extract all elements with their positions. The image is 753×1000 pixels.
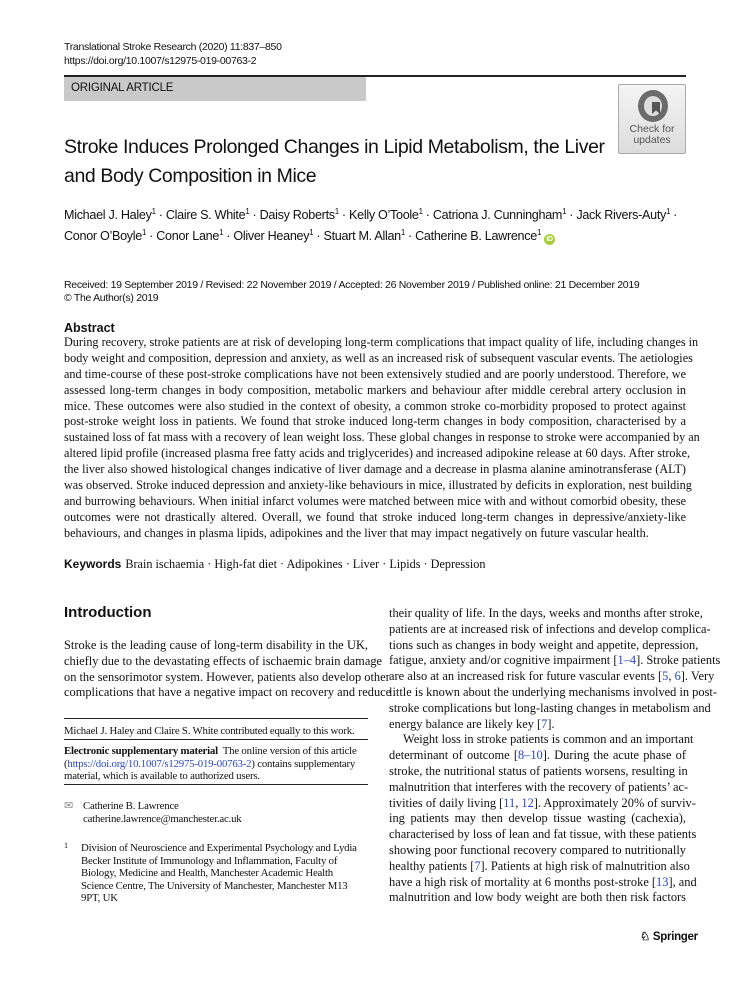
text-segment: little is known about the underlying mechanisms involved in post- [389,684,717,699]
abstract-line: outcomes were not drastically altered. Overall, we found that stroke induced long-term changes in depressive/anxiety-like [64,509,686,524]
text-line [389,653,721,669]
supplementary-note: Electronic supplementary material The online version of this article (https://doi.org/10.1007/s12975-019-00763-2) contains supplementary material, which is available to authorized users. [64,745,368,783]
affiliation-marker: 1 [142,228,147,238]
text-segment: ]. Approximately 20% of surviv- [533,795,696,810]
esm-link[interactable]: https://doi.org/10.1007/s12975-019-00763-2 [67,757,252,770]
check-updates-label: Check for [629,123,675,135]
abstract-line: post-stroke weight loss in patients. We found that stroke induced long-term changes in body composition, characterised by a [64,414,686,429]
text-segment: showing poor functional recovery compared to nutritionally [389,842,686,857]
text-line [64,653,383,670]
text-segment: energy balance are likely key [ [389,716,542,731]
footnote-rule [64,784,368,785]
text-line [389,732,694,748]
article-title: Stroke Induces Prolonged Changes in Lipid Metabolism, the Liver and Body Composition in Mice [64,136,605,187]
text-line [389,795,696,812]
abstract-line: behaviours, and changes in plasma lipids, adipokines and the liver that may impact negatively on future vascular health. [64,525,649,540]
affiliation-marker: 1 [309,228,314,238]
citation-link[interactable]: 1–4 [617,653,637,668]
corresponding-name: Catherine B. Lawrence [83,800,179,812]
text-segment: , [515,795,522,810]
author[interactable]: Jack Rivers-Auty [576,208,667,223]
citation-link[interactable]: 12 [521,795,534,810]
text-line [389,684,717,701]
author[interactable]: Catherine B. Lawrence [415,229,537,244]
introduction-left-column [64,638,392,701]
keywords-label: Keywords [64,557,122,571]
author[interactable]: Claire S. White [165,208,246,223]
text-line [389,843,686,859]
keywords [64,557,485,572]
esm-text-3: material, which is available to authorized users. [64,770,260,783]
citation-link[interactable]: 6 [674,669,681,684]
author-list: Michael J. Haley$^1$ · Claire S. White$^1$ · Daisy Roberts$^1$ · Kelly O’Toole$^1$ · Catriona J. Cunningham$^1$ · Jack Rivers-Auty$^1$ · Conor O’Boyle$^1$ · Conor Lane$^1$ · Oliver Heaney$^1$ · Stuart M. Allan$^1$ · Catherine B. Lawrence$^1$iD [64,207,678,244]
corresponding-email[interactable]: catherine.lawrence@manchester.ac.uk [83,812,242,825]
text-line [389,621,711,638]
equal-contribution-note: Michael J. Haley and Claire S. White contributed equally to this work. [64,725,355,737]
text-segment: chiefly due to the devastating effects of ischaemic brain damage [64,653,383,668]
text-segment: fatigue, anxiety and/or cognitive impairment [ [389,653,618,668]
keywords-text: Brain ischaemia · High-fat diet · Adipokines · Liver · Lipids · Depression [125,557,486,571]
text-line [64,669,390,686]
footnote-rule [64,718,368,719]
text-segment: their quality of life. In the days, weeks and months after stroke, [389,606,703,620]
corresponding-author [83,800,242,825]
text-segment: Weight loss in stroke patients is common and an important [403,732,694,747]
text-line [389,748,686,764]
doi-link[interactable]: https://doi.org/10.1007/s12975-019-00763-2 [64,55,257,67]
introduction-right-column [389,606,721,906]
text-line [389,764,686,780]
author[interactable]: Conor Lane [156,229,220,244]
text-segment: characterised by loss of lean and fat tissue, with these patients [389,827,697,842]
citation-link[interactable]: 7 [474,858,481,873]
text-segment: tivities of daily living [ [389,795,504,810]
author[interactable]: Michael J. Haley [64,208,152,223]
springer-horse-icon: ♘ [640,931,651,943]
abstract-line: altered lipid profile (increased plasma free fatty acids and triglycerides) and increased adipokine release at 60 days. After stroke, [64,446,691,461]
author[interactable]: Conor O’Boyle [64,229,142,244]
text-segment: ]. Very [680,669,715,684]
citation-link[interactable]: 13 [656,874,669,889]
abstract-heading: Abstract [64,321,115,335]
springer-logo [640,929,698,943]
text-line [389,637,699,654]
text-segment: are also at an increased risk for future vascular events [ [389,669,663,684]
text-segment: determinant of outcome [ [389,748,518,763]
text-segment: malnutrition and low body weight are both then risk factors [389,890,686,905]
text-line [389,717,686,733]
affiliation: Division of Neuroscience and Experimental Psychology and Lydia Becker Institute of Immunology and Inflammation, Faculty of Biology, Medicine and Health, Manchester Academic Health Science Centre, The University of Manchester, Manchester M13 9PT, UK [81,842,357,905]
abstract-line: mice. These outcomes were also studied in the context of obesity, a common stroke co-morbidity proposed to protect against [64,398,686,413]
author[interactable]: Catriona J. Cunningham [432,208,563,223]
text-segment: ]. [547,716,555,731]
article-type: ORIGINAL ARTICLE [71,82,174,94]
copyright: © The Author(s) 2019 [64,292,159,304]
citation-link[interactable]: 11 [503,795,516,810]
author[interactable]: Daisy Roberts [259,208,335,223]
check-for-updates-button[interactable] [618,84,686,154]
envelope-icon: ✉ [64,800,73,812]
text-line [389,858,690,875]
text-line [389,811,686,827]
text-line [389,669,715,685]
abstract-line: the liver also showed histological changes indicative of liver damage and a decrease in plasma alanine aminotransferase (ALT) [64,462,686,477]
text-segment: ], and [668,874,697,889]
publication-dates [64,279,639,305]
author[interactable]: Stuart M. Allan [323,229,401,244]
affiliation-marker: 1 [666,207,671,216]
text-segment: on the sensorimotor system. However, patients also develop other [64,669,390,684]
text-segment: have a high risk of mortality at 6 months post-stroke [ [389,874,657,889]
affiliation-marker: 1 [219,228,224,238]
orcid-icon[interactable]: iD [544,234,555,245]
text-segment: tions such as changes in body weight and appetite, depression, [389,637,699,652]
citation-link[interactable]: 8–10 [517,748,543,763]
text-segment: stroke, the nutritional status of patients worsens, resulting in [389,763,688,778]
text-segment: patients are at increased risk of infections and develop complica- [389,621,711,636]
abstract-line: sustained loss of fat mass with a recovery of lean weight loss. These global changes in response to stroke were accompanied by an [64,430,700,445]
publisher-name: Springer [652,931,698,943]
text-line [64,685,392,701]
journal-citation: Translational Stroke Research (2020) 11:837–850 [64,41,282,53]
check-updates-label-2: updates [633,133,671,146]
abstract-line: body weight and composition, depression and anxiety, as well as an increased risk of subsequent vascular events. The aetiologies [64,350,693,365]
article-type-banner [64,77,366,101]
affiliation-marker: 1 [151,207,156,216]
esm-text-2: ) contains supplementary [251,757,356,770]
text-segment: ]. Stroke patients [636,653,721,668]
text-segment: ing patients may then develop tissue wasting (cachexia), [389,811,686,826]
abstract-line: was observed. Stroke induced depression and anxiety-like behaviours in mice, illustrated by deficits in exploration, nest building [64,478,692,493]
footnote-rule [64,739,368,740]
affiliation-marker: 1 [334,207,339,216]
author[interactable]: Kelly O’Toole [349,208,419,223]
text-segment: ]. Patients at high risk of malnutrition also [480,858,690,873]
text-segment: , [668,669,675,684]
text-segment: Stroke is the leading cause of long-term disability in the UK, [64,638,368,652]
abstract-line: During recovery, stroke patients are at risk of developing long-term complications that impact quality of life, including changes in [64,335,699,349]
affiliation-marker: 1 [245,207,250,216]
abstract-line: and burrowing behaviours. When initial infarct volumes were matched between mice with and without comorbid obesity, these [64,493,686,508]
dates-text: Received: 19 September 2019 / Revised: 22 November 2019 / Accepted: 26 November 2019 / Published online: 21 December 2019 [64,279,640,291]
citation-link[interactable]: 5 [662,669,669,684]
bookmark-icon [638,90,668,122]
text-line [389,606,703,622]
esm-text: The online version of this article [222,745,357,757]
abstract-body [64,335,700,542]
text-line [389,700,711,717]
introduction-heading: Introduction [64,604,152,621]
text-line [64,638,368,654]
affiliation-marker: 1 [536,228,542,238]
abstract-line: assessed long-term changes in body composition, metabolic markers and behaviour after middle cerebral artery occlusion in [64,382,686,397]
text-line [389,890,686,906]
text-segment: malnutrition that interferes with the recovery of patients’ ac- [389,779,689,794]
affiliation-number: 1 [64,841,68,850]
esm-label: Electronic supplementary material [64,745,218,757]
text-line [389,827,697,843]
affiliation-marker: 1 [400,228,406,238]
text-segment: ]. During the acute phase of [542,748,686,763]
author[interactable]: Oliver Heaney [233,229,310,244]
affiliation-marker: 1 [418,207,423,216]
text-segment: complications that have a negative impact on recovery and reduce [64,685,392,700]
affiliation-marker: 1 [562,207,567,216]
text-line [389,874,697,891]
citation-link[interactable]: 7 [541,716,548,731]
abstract-line: and time-course of these post-stroke complications have not been extensively studied and are poorly understood. Therefore, we [64,366,686,381]
text-line [389,779,689,796]
text-segment: stroke complications but long-lasting changes in metabolism and [389,700,711,715]
text-segment: healthy patients [ [389,858,475,873]
